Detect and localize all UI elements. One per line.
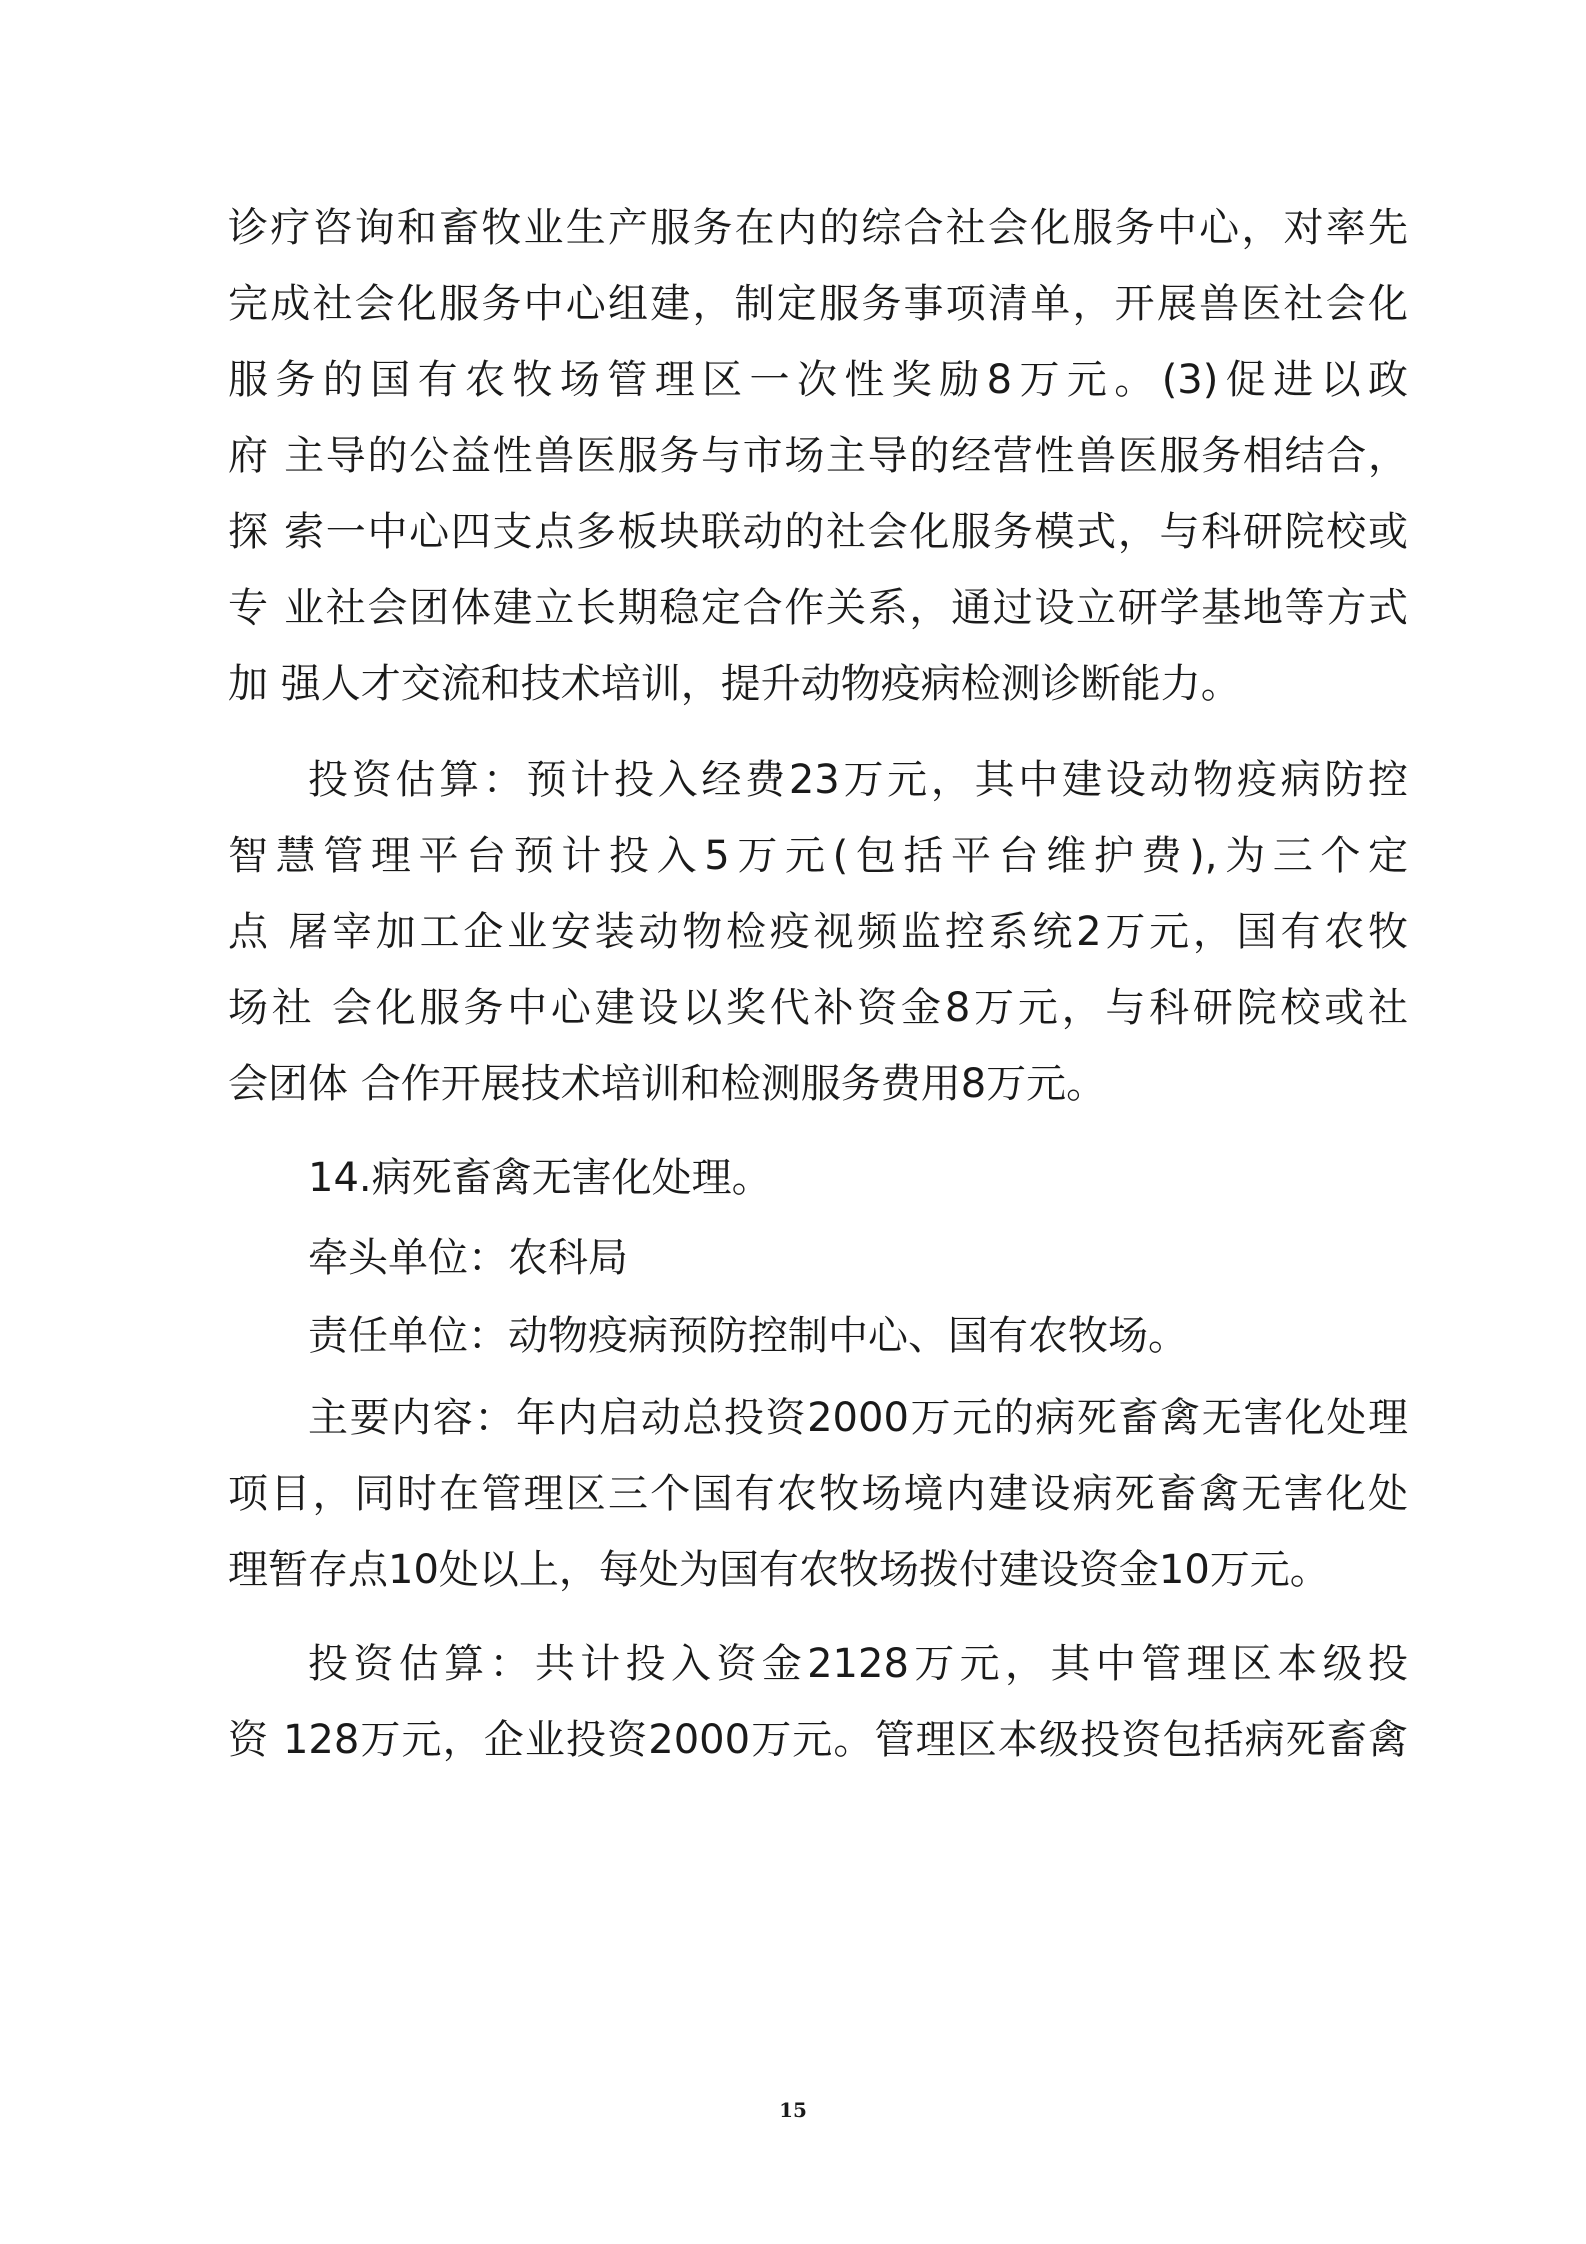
responsible-unit: 责任单位：动物疫病预防控制中心、国有农牧场。	[308, 1313, 1188, 1359]
paragraph-1-line-6: 专 业社会团体建立长期稳定合作关系，通过设立研学基地等方式	[228, 585, 1408, 631]
paragraph-2-line-5: 会团体 合作开展技术培训和检测服务费用8万元。	[228, 1061, 1107, 1107]
paragraph-2-line-4: 场社 会化服务中心建设以奖代补资金8万元，与科研院校或社	[228, 985, 1408, 1031]
paragraph-1-line-4: 府 主导的公益性兽医服务与市场主导的经营性兽医服务相结合，	[228, 433, 1408, 479]
paragraph-1-line-7: 加 强人才交流和技术培训，提升动物疫病检测诊断能力。	[228, 661, 1241, 707]
investment-line-2: 资 128万元，企业投资2000万元。管理区本级投资包括病死畜禽	[228, 1717, 1408, 1763]
investment-line-1: 投资估算：共计投入资金2128万元，其中管理区本级投	[308, 1641, 1408, 1687]
section-heading: 14.病死畜禽无害化处理。	[308, 1155, 772, 1201]
paragraph-2-line-2: 智慧管理平台预计投入5万元(包括平台维护费),为三个定	[228, 833, 1408, 879]
lead-unit: 牵头单位：农科局	[308, 1235, 628, 1281]
paragraph-1-line-1: 诊疗咨询和畜牧业生产服务在内的综合社会化服务中心，对率先	[228, 205, 1408, 251]
main-content-line-1: 主要内容：年内启动总投资2000万元的病死畜禽无害化处理	[308, 1395, 1408, 1441]
paragraph-1-line-2: 完成社会化服务中心组建，制定服务事项清单，开展兽医社会化	[228, 281, 1408, 327]
paragraph-2-line-1: 投资估算：预计投入经费23万元，其中建设动物疫病防控	[308, 757, 1408, 803]
paragraph-1-line-5: 探 索一中心四支点多板块联动的社会化服务模式，与科研院校或	[228, 509, 1408, 555]
paragraph-2-line-3: 点 屠宰加工企业安装动物检疫视频监控系统2万元，国有农牧	[228, 909, 1408, 955]
paragraph-1-line-3: 服务的国有农牧场管理区一次性奖励8万元。(3)促进以政	[228, 357, 1408, 403]
page-number: 15	[779, 2098, 807, 2122]
main-content-line-3: 理暂存点10处以上，每处为国有农牧场拨付建设资金10万元。	[228, 1547, 1330, 1593]
main-content-line-2: 项目，同时在管理区三个国有农牧场境内建设病死畜禽无害化处	[228, 1471, 1408, 1517]
